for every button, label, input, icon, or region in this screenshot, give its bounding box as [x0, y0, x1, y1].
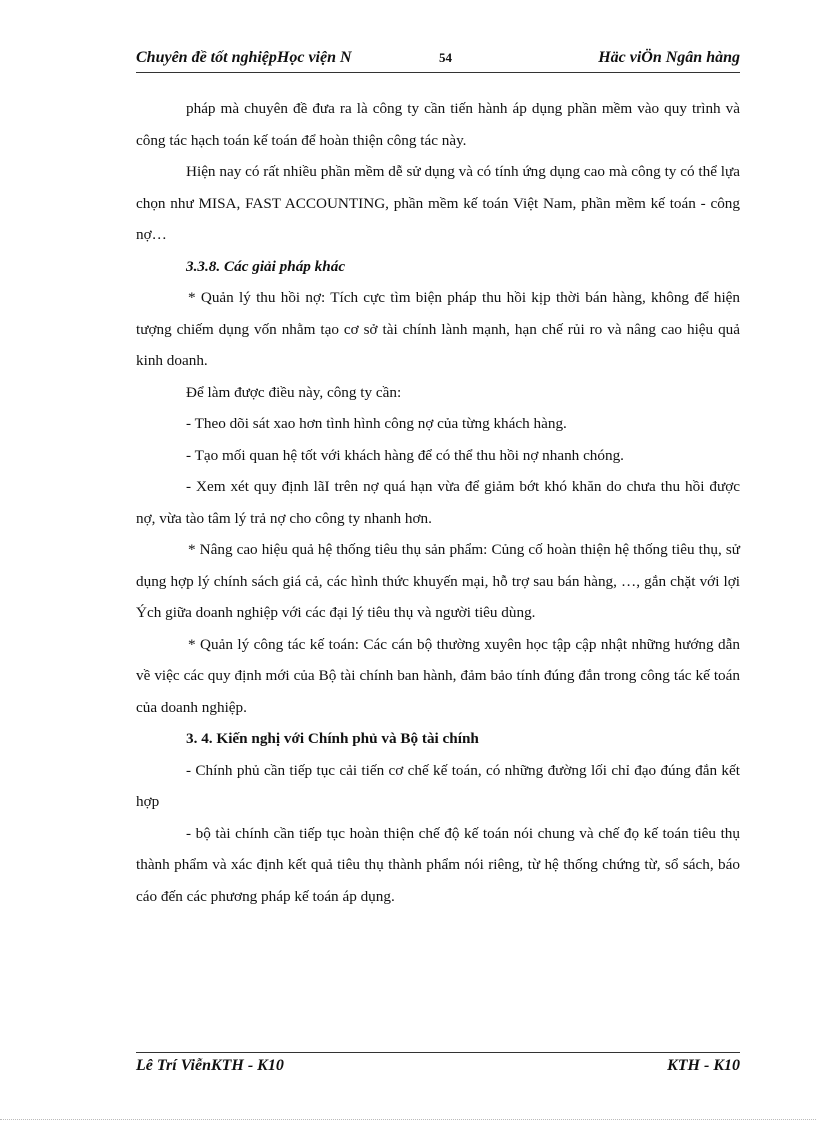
header-institution: Häc viÖn Ngân hàng: [598, 49, 740, 66]
document-body: [136, 93, 740, 912]
paragraph-software-intro: pháp mà chuyên đề đưa ra là công ty cần tiến hành áp dụng phần mềm vào quy trình và công tác hạch toán kế toán để hoàn thiện công tác này.: [136, 100, 740, 149]
paragraph-sales-system: * Nâng cao hiệu quả hệ thống tiêu thụ sản phẩm: Củng cố hoàn thiện hệ thống tiêu thụ, sử dụng hợp lý chính sách giá cả, các hình thức khuyến mại, hỗ trợ sau bán hàng, …, gắn chặt với lợi Ých giữa doanh nghiệp với các đại lý tiêu thụ và người tiêu dùng.: [136, 541, 740, 621]
page-edge-divider: [0, 1119, 816, 1120]
page-header: [136, 46, 740, 73]
list-item-interest: - Xem xét quy định lãI trên nợ quá hạn vừa để giảm bớt khó khăn do chưa thu hồi được nợ, vừa tào tâm lý trả nợ cho công ty nhanh hơn.: [136, 478, 740, 527]
paragraph-to-do-this: Để làm được điều này, công ty cần:: [186, 383, 402, 401]
list-item-government: - Chính phủ cần tiếp tục cải tiến cơ chế kế toán, có những đường lối chỉ đạo đúng đắn kết hợp: [136, 761, 740, 810]
footer-author: Lê Trí ViễnKTH - K10: [136, 1057, 284, 1074]
page-footer: [136, 1052, 740, 1081]
list-item-ministry: - bộ tài chính cần tiếp tục hoàn thiện chế độ kế toán nói chung và chế đọ kế toán tiêu thụ thành phẩm và xác định kết quả tiêu thụ thành phẩm nói riêng, từ hệ thống chứng từ, sổ sách, báo cáo đến các phương pháp kế toán áp dụng.: [136, 824, 740, 905]
header-title: Chuyên đề tốt nghiệpHọc viện N: [136, 49, 352, 66]
list-item-relations: - Tạo mối quan hệ tốt với khách hàng để có thể thu hồi nợ nhanh chóng.: [186, 446, 624, 464]
section-heading-3-3-8: 3.3.8. Các giải pháp khác: [186, 257, 346, 275]
section-heading-3-4: 3. 4. Kiến nghị với Chính phủ và Bộ tài chính: [186, 730, 479, 747]
page-number: 54: [439, 50, 452, 65]
paragraph-debt-recovery: * Quản lý thu hồi nợ: Tích cực tìm biện pháp thu hồi kịp thời bán hàng, không để hiện tượng chiếm dụng vốn nhằm tạo cơ sở tài chính lành mạnh, hạn chế rủi ro và nâng cao hiệu quả kinh doanh.: [136, 289, 740, 369]
list-item-monitor-debt: - Theo dõi sát xao hơn tình hình công nợ của từng khách hàng.: [186, 415, 567, 432]
paragraph-software-options: Hiện nay có rất nhiều phần mềm dễ sử dụng và có tính ứng dụng cao mà công ty có thể lựa chọn như MISA, FAST ACCOUNTING, phần mềm kế toán Việt Nam, phần mềm kế toán - công nợ…: [136, 163, 740, 243]
footer-class: KTH - K10: [667, 1057, 740, 1074]
paragraph-accounting-management: * Quản lý công tác kế toán: Các cán bộ thường xuyên học tập cập nhật những hướng dẫn về việc các quy định mới của Bộ tài chính ban hành, đảm bảo tính đúng đắn trong công tác kế toán của doanh nghiệp.: [136, 635, 740, 716]
